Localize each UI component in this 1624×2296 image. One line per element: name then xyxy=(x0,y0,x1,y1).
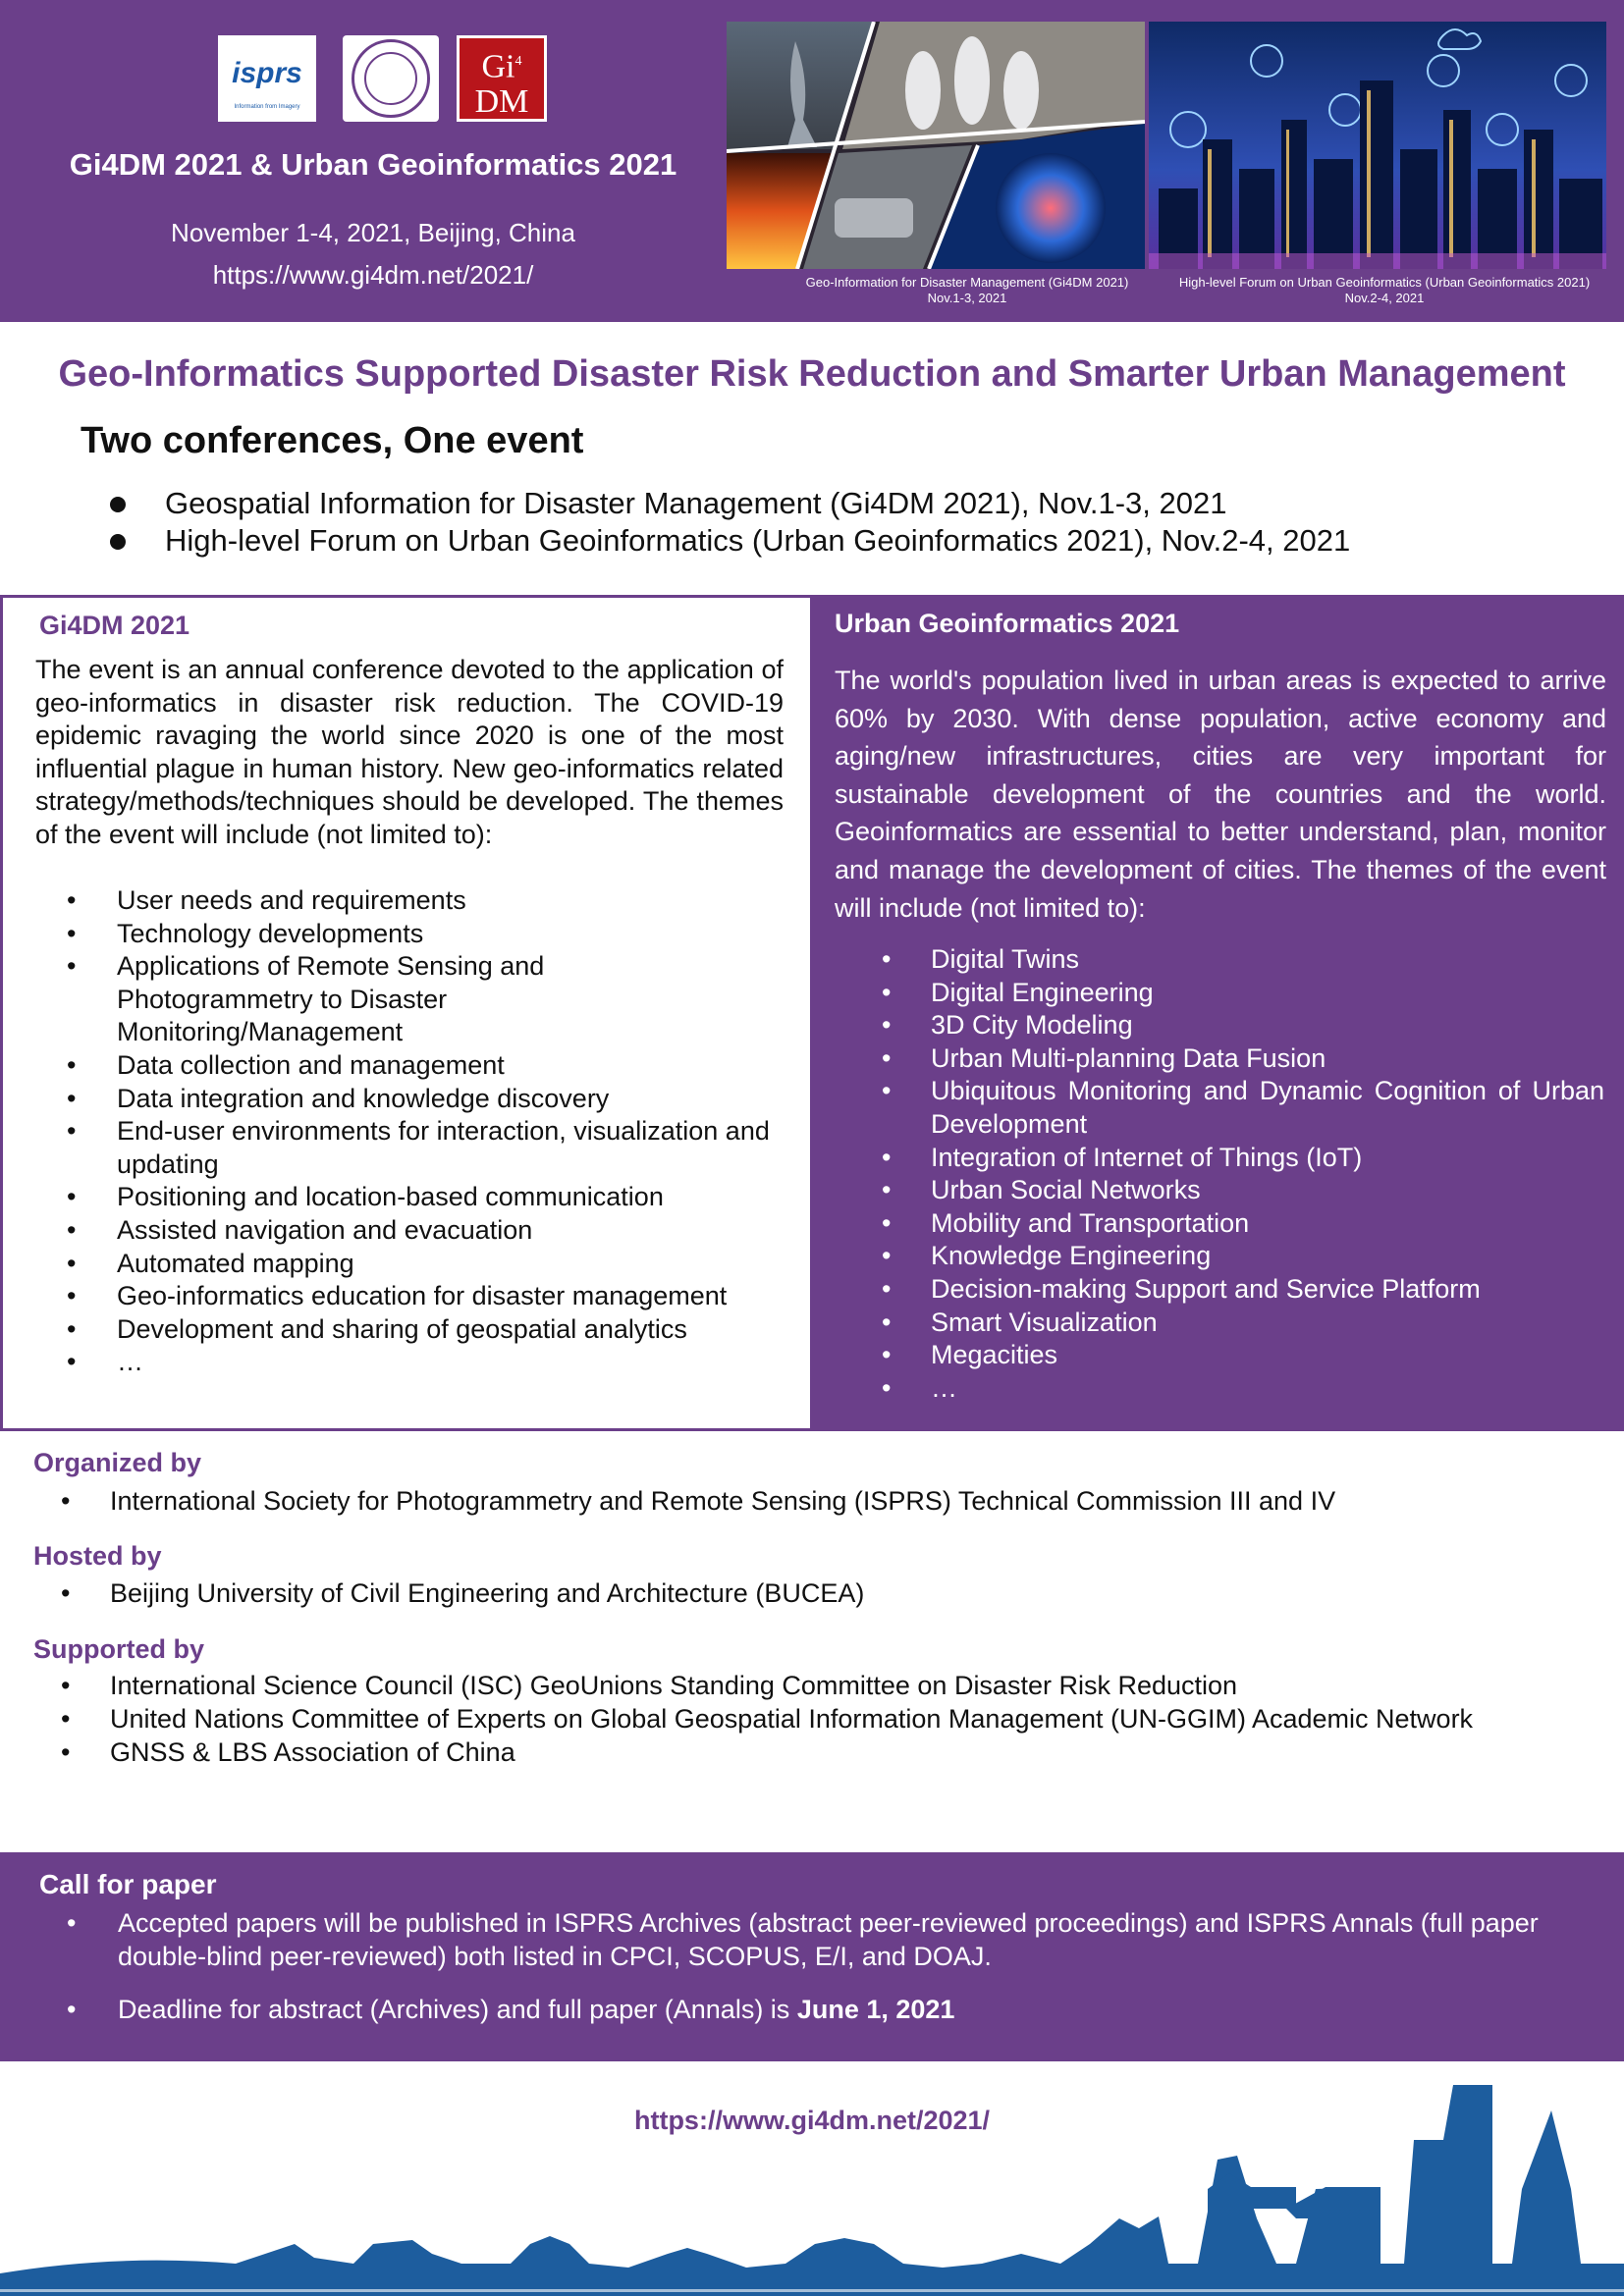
urban-theme-list xyxy=(848,943,1604,1405)
list-item: • Applications of Remote Sensing and Photogrammetry to Disaster Monitoring/Management xyxy=(67,951,545,1047)
list-item: • 3D City Modeling xyxy=(882,1010,1133,1041)
event-title: Gi4DM 2021 & Urban Geoinformatics 2021 xyxy=(69,147,677,182)
footer-url-link[interactable]: https://www.gi4dm.net/2021/ xyxy=(633,2106,991,2135)
disaster-photo-collage xyxy=(727,22,1145,269)
subtitle: Two conferences, One event xyxy=(81,420,584,461)
list-item: • Data collection and management xyxy=(67,1049,505,1080)
organized-by-heading: Organized by xyxy=(33,1448,202,1477)
list-item: • Urban Social Networks xyxy=(882,1175,1201,1205)
urban-intro: The world's population lived in urban areas is expected to arrive 60% by 2030. With dense population, active economy and aging/new infrastructures, cities are very important for sustainable development of the countries and the world. Geoinformatics are essential to better understand, plan, monitor and manage the development of cities. The themes of the event will include (not limited to): xyxy=(835,666,1606,923)
call-for-paper-item: • Accepted papers will be published in ISPRS Archives (abstract peer-reviewed proceedings) and ISPRS Annals (full paper double-blind peer-reviewed) both listed in CPCI, SCOPUS, E/I, and DOAJ. xyxy=(67,1908,1539,1971)
list-item: • End-user environments for interaction, visualization and updating xyxy=(67,1116,770,1179)
list-item: • Data integration and knowledge discovery xyxy=(67,1083,610,1113)
list-item: • Knowledge Engineering xyxy=(882,1241,1212,1271)
hosted-by-list xyxy=(33,1576,864,1610)
university-seal-logo xyxy=(343,35,439,122)
call-for-paper-deadline: • Deadline for abstract (Archives) and full paper (Annals) is June 1, 2021 xyxy=(67,1995,955,2024)
event-date: November 1-4, 2021, Beijing, China xyxy=(171,218,575,247)
list-item: • GNSS & LBS Association of China xyxy=(61,1737,515,1767)
list-item: • Ubiquitous Monitoring and Dynamic Cognition of Urban Development xyxy=(882,1076,1604,1139)
urban-heading: Urban Geoinformatics 2021 xyxy=(835,609,1180,638)
gi4dm-heading: Gi4DM 2021 xyxy=(39,611,190,640)
bullet-dot-icon xyxy=(110,497,126,512)
call-for-paper-heading: Call for paper xyxy=(39,1869,217,1899)
list-item: • Assisted navigation and evacuation xyxy=(67,1214,533,1245)
list-item: • Urban Multi-planning Data Fusion xyxy=(882,1042,1326,1073)
supported-by-heading: Supported by xyxy=(33,1634,204,1664)
caption-gi4dm: Geo-Information for Disaster Management (Gi4DM 2021) Nov.1-3, 2021 xyxy=(805,275,1129,305)
list-item: • Smart Visualization xyxy=(882,1307,1158,1337)
list-item: • User needs and requirements xyxy=(67,885,466,915)
list-item: • Decision-making Support and Service Platform xyxy=(882,1273,1481,1304)
smart-city-illustration xyxy=(1149,22,1606,269)
gi4dm-intro: The event is an annual conference devoted to the application of geo-informatics in disaster risk reduction. The COVID-19 epidemic ravaging the world since 2020 is one of the most influential plague in human history. New geo-informatics related strategy/methods/techniques should be developed. The themes of the event will include (not limited to): xyxy=(35,655,784,849)
smart-city-image xyxy=(1149,22,1606,269)
gi4dm-theme-list xyxy=(35,884,791,1379)
isprs-logo: isprs Information from Imagery xyxy=(218,35,316,122)
supported-by-list xyxy=(33,1669,1473,1769)
list-item: • Development and sharing of geospatial analytics xyxy=(67,1313,687,1344)
list-item: • Geo-informatics education for disaster management xyxy=(67,1281,728,1311)
hosted-by-heading: Hosted by xyxy=(33,1541,162,1571)
list-item: • Mobility and Transportation xyxy=(882,1207,1250,1238)
main-title: Geo-Informatics Supported Disaster Risk Reduction and Smarter Urban Management xyxy=(58,353,1566,395)
disaster-collage-image xyxy=(727,22,1145,269)
list-item: • Digital Engineering xyxy=(882,977,1154,1007)
list-item: • Beijing University of Civil Engineering and Architecture (BUCEA) xyxy=(61,1578,865,1608)
list-item: • Automated mapping xyxy=(67,1248,354,1278)
list-item: • Digital Twins xyxy=(882,944,1080,974)
gi4dm-logo: Gi$^4$ DM xyxy=(457,35,547,122)
list-item: • International Science Council (ISC) GeoUnions Standing Committee on Disaster Risk Reduction xyxy=(61,1671,1238,1700)
organized-by-list xyxy=(33,1484,1335,1518)
caption-urban: High-level Forum on Urban Geoinformatics (Urban Geoinformatics 2021) Nov.2-4, 2021 xyxy=(1178,275,1591,305)
list-item: • Positioning and location-based communication xyxy=(67,1182,664,1212)
list-item: • United Nations Committee of Experts on Global Geospatial Information Management (UN-GGIM) Academic Network xyxy=(61,1704,1474,1734)
bullet-dot-icon xyxy=(110,534,126,550)
list-item: • Integration of Internet of Things (IoT) xyxy=(882,1142,1363,1172)
list-item: • … xyxy=(882,1372,957,1403)
list-item: • International Society for Photogrammetry and Remote Sensing (ISPRS) Technical Commission III and IV xyxy=(61,1486,1336,1516)
list-item: • Megacities xyxy=(882,1340,1058,1370)
deadline-date: June 1, 2021 xyxy=(796,1995,955,2024)
list-item: • … xyxy=(67,1347,143,1377)
event-url-link[interactable]: https://www.gi4dm.net/2021/ xyxy=(212,260,534,290)
list-item: • Technology developments xyxy=(67,918,424,948)
